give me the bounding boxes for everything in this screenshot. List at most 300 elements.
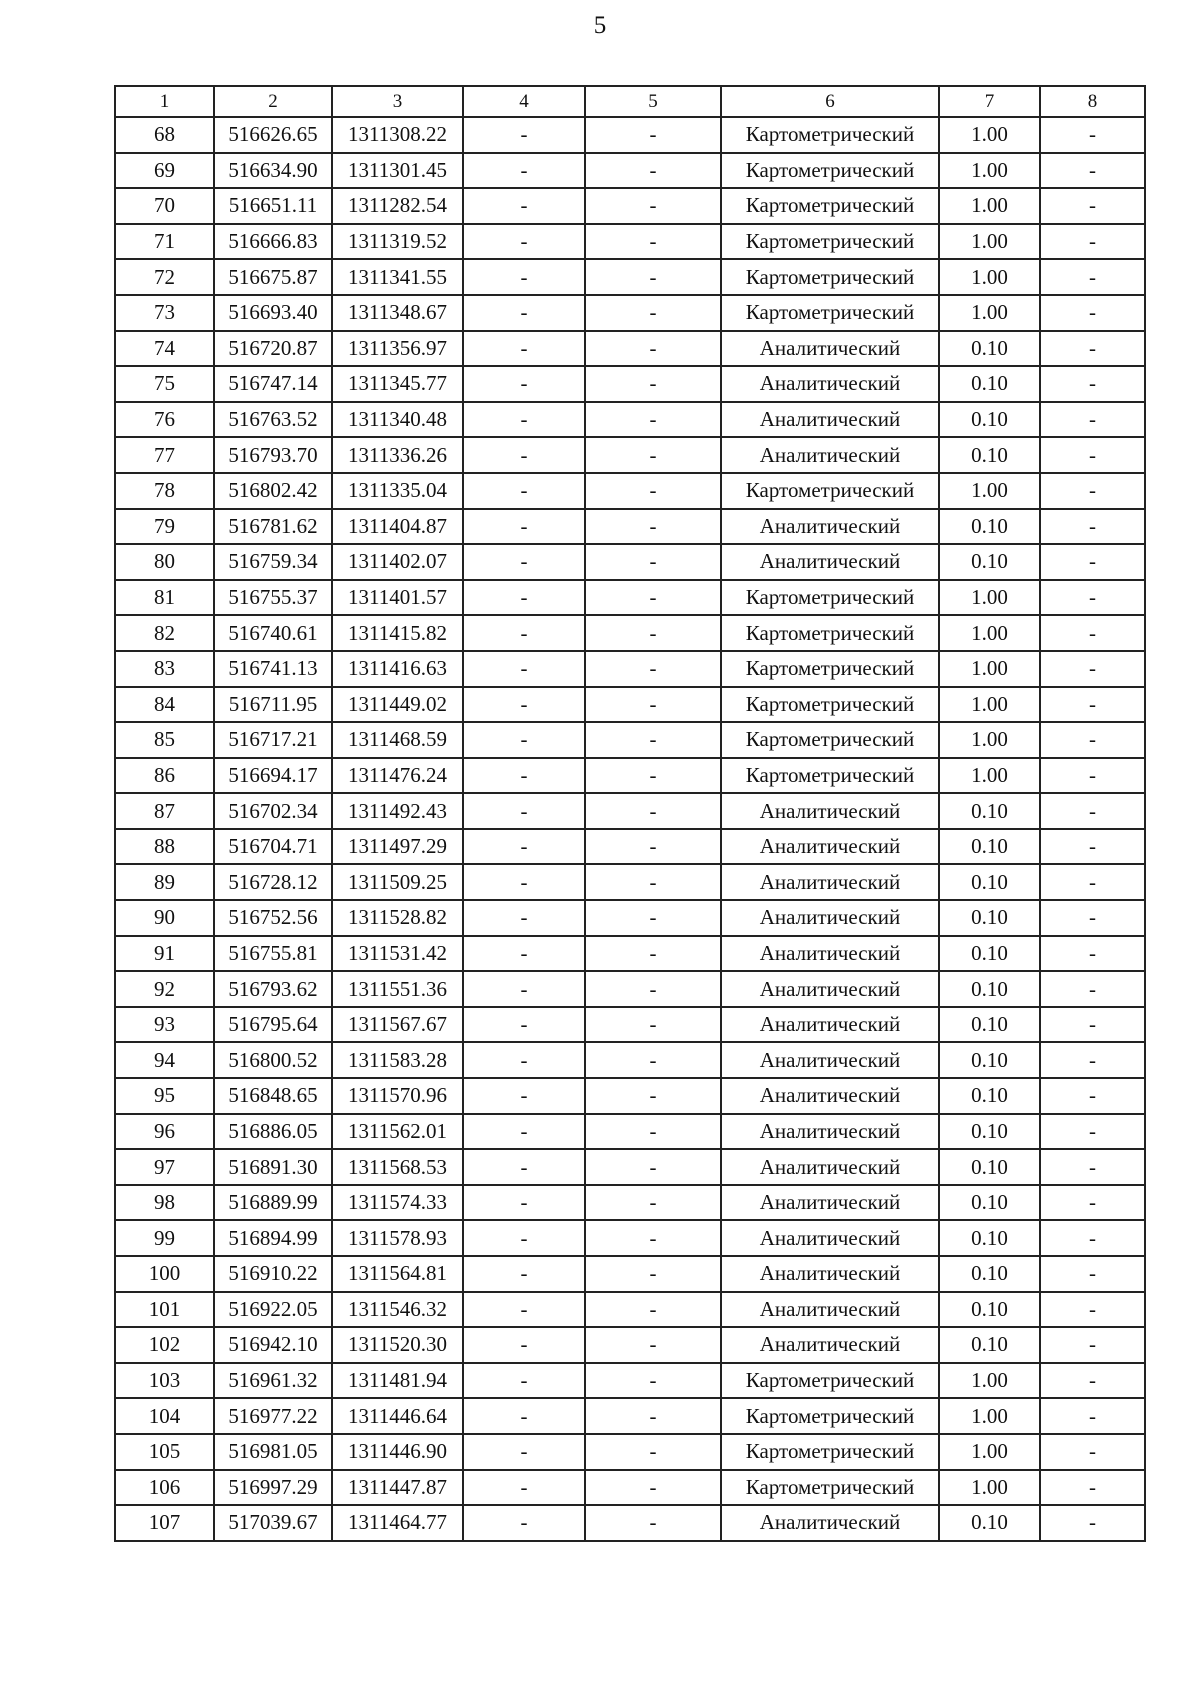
accuracy-cell: 1.00 <box>939 651 1040 687</box>
method-cell: Картометрический <box>721 1363 939 1399</box>
accuracy-cell: 1.00 <box>939 153 1040 189</box>
x-coordinate-cell: 516997.29 <box>214 1470 332 1506</box>
table-row <box>115 580 1145 616</box>
y-coordinate-cell: 1311319.52 <box>332 224 463 260</box>
x-coordinate-cell: 516793.62 <box>214 971 332 1007</box>
method-cell: Картометрический <box>721 224 939 260</box>
y-coordinate-cell: 1311356.97 <box>332 331 463 367</box>
column-4-cell: - <box>463 544 585 580</box>
method-cell: Картометрический <box>721 580 939 616</box>
x-coordinate-cell: 516759.34 <box>214 544 332 580</box>
table-row <box>115 259 1145 295</box>
table-row <box>115 615 1145 651</box>
table-row <box>115 722 1145 758</box>
column-4-cell: - <box>463 188 585 224</box>
point-number-cell: 82 <box>115 615 214 651</box>
accuracy-cell: 0.10 <box>939 936 1040 972</box>
table-row <box>115 1292 1145 1328</box>
point-number-cell: 84 <box>115 687 214 723</box>
x-coordinate-cell: 516694.17 <box>214 758 332 794</box>
y-coordinate-cell: 1311564.81 <box>332 1256 463 1292</box>
accuracy-cell: 1.00 <box>939 615 1040 651</box>
x-coordinate-cell: 517039.67 <box>214 1505 332 1541</box>
accuracy-cell: 0.10 <box>939 1149 1040 1185</box>
column-5-cell: - <box>585 153 721 189</box>
method-cell: Аналитический <box>721 936 939 972</box>
column-8-cell: - <box>1040 473 1145 509</box>
accuracy-cell: 1.00 <box>939 117 1040 153</box>
accuracy-cell: 1.00 <box>939 473 1040 509</box>
point-number-cell: 87 <box>115 793 214 829</box>
column-header: 8 <box>1040 86 1145 117</box>
column-8-cell: - <box>1040 651 1145 687</box>
x-coordinate-cell: 516910.22 <box>214 1256 332 1292</box>
point-number-cell: 77 <box>115 437 214 473</box>
y-coordinate-cell: 1311345.77 <box>332 366 463 402</box>
x-coordinate-cell: 516889.99 <box>214 1185 332 1221</box>
accuracy-cell: 0.10 <box>939 864 1040 900</box>
table-row <box>115 687 1145 723</box>
method-cell: Картометрический <box>721 1470 939 1506</box>
coordinates-table <box>114 85 1146 1542</box>
column-4-cell: - <box>463 1434 585 1470</box>
method-cell: Картометрический <box>721 722 939 758</box>
point-number-cell: 70 <box>115 188 214 224</box>
header-row <box>115 86 1145 117</box>
column-4-cell: - <box>463 1256 585 1292</box>
table-row <box>115 1434 1145 1470</box>
column-8-cell: - <box>1040 971 1145 1007</box>
x-coordinate-cell: 516740.61 <box>214 615 332 651</box>
column-8-cell: - <box>1040 153 1145 189</box>
column-5-cell: - <box>585 1078 721 1114</box>
column-8-cell: - <box>1040 1363 1145 1399</box>
y-coordinate-cell: 1311476.24 <box>332 758 463 794</box>
column-8-cell: - <box>1040 1149 1145 1185</box>
x-coordinate-cell: 516781.62 <box>214 509 332 545</box>
y-coordinate-cell: 1311341.55 <box>332 259 463 295</box>
table-row <box>115 1042 1145 1078</box>
column-4-cell: - <box>463 687 585 723</box>
method-cell: Аналитический <box>721 331 939 367</box>
x-coordinate-cell: 516704.71 <box>214 829 332 865</box>
table-row <box>115 864 1145 900</box>
column-8-cell: - <box>1040 1327 1145 1363</box>
method-cell: Аналитический <box>721 1185 939 1221</box>
column-4-cell: - <box>463 793 585 829</box>
x-coordinate-cell: 516693.40 <box>214 295 332 331</box>
point-number-cell: 88 <box>115 829 214 865</box>
column-5-cell: - <box>585 1327 721 1363</box>
x-coordinate-cell: 516755.37 <box>214 580 332 616</box>
accuracy-cell: 0.10 <box>939 1114 1040 1150</box>
point-number-cell: 105 <box>115 1434 214 1470</box>
accuracy-cell: 0.10 <box>939 1256 1040 1292</box>
method-cell: Картометрический <box>721 758 939 794</box>
y-coordinate-cell: 1311416.63 <box>332 651 463 687</box>
y-coordinate-cell: 1311401.57 <box>332 580 463 616</box>
method-cell: Аналитический <box>721 1220 939 1256</box>
x-coordinate-cell: 516728.12 <box>214 864 332 900</box>
point-number-cell: 100 <box>115 1256 214 1292</box>
y-coordinate-cell: 1311301.45 <box>332 153 463 189</box>
accuracy-cell: 0.10 <box>939 1042 1040 1078</box>
column-8-cell: - <box>1040 1505 1145 1541</box>
point-number-cell: 86 <box>115 758 214 794</box>
table-row <box>115 295 1145 331</box>
point-number-cell: 106 <box>115 1470 214 1506</box>
column-8-cell: - <box>1040 1256 1145 1292</box>
method-cell: Аналитический <box>721 1007 939 1043</box>
point-number-cell: 74 <box>115 331 214 367</box>
accuracy-cell: 1.00 <box>939 188 1040 224</box>
y-coordinate-cell: 1311567.67 <box>332 1007 463 1043</box>
column-5-cell: - <box>585 117 721 153</box>
table-row <box>115 936 1145 972</box>
x-coordinate-cell: 516747.14 <box>214 366 332 402</box>
column-8-cell: - <box>1040 437 1145 473</box>
y-coordinate-cell: 1311531.42 <box>332 936 463 972</box>
column-4-cell: - <box>463 936 585 972</box>
column-8-cell: - <box>1040 1042 1145 1078</box>
accuracy-cell: 1.00 <box>939 1398 1040 1434</box>
y-coordinate-cell: 1311404.87 <box>332 509 463 545</box>
method-cell: Картометрический <box>721 259 939 295</box>
column-5-cell: - <box>585 1292 721 1328</box>
method-cell: Аналитический <box>721 1042 939 1078</box>
x-coordinate-cell: 516717.21 <box>214 722 332 758</box>
table-row <box>115 1327 1145 1363</box>
table-row <box>115 829 1145 865</box>
method-cell: Аналитический <box>721 864 939 900</box>
table-row <box>115 1256 1145 1292</box>
column-8-cell: - <box>1040 331 1145 367</box>
column-8-cell: - <box>1040 864 1145 900</box>
method-cell: Картометрический <box>721 1398 939 1434</box>
method-cell: Аналитический <box>721 402 939 438</box>
table-row <box>115 153 1145 189</box>
method-cell: Аналитический <box>721 437 939 473</box>
point-number-cell: 96 <box>115 1114 214 1150</box>
point-number-cell: 79 <box>115 509 214 545</box>
table-row <box>115 117 1145 153</box>
column-8-cell: - <box>1040 1292 1145 1328</box>
table-row <box>115 402 1145 438</box>
y-coordinate-cell: 1311415.82 <box>332 615 463 651</box>
table-row <box>115 651 1145 687</box>
column-5-cell: - <box>585 437 721 473</box>
column-4-cell: - <box>463 722 585 758</box>
x-coordinate-cell: 516894.99 <box>214 1220 332 1256</box>
y-coordinate-cell: 1311335.04 <box>332 473 463 509</box>
accuracy-cell: 0.10 <box>939 1292 1040 1328</box>
point-number-cell: 85 <box>115 722 214 758</box>
method-cell: Картометрический <box>721 1434 939 1470</box>
accuracy-cell: 1.00 <box>939 259 1040 295</box>
column-5-cell: - <box>585 295 721 331</box>
table-row <box>115 1220 1145 1256</box>
column-4-cell: - <box>463 366 585 402</box>
point-number-cell: 94 <box>115 1042 214 1078</box>
y-coordinate-cell: 1311447.87 <box>332 1470 463 1506</box>
method-cell: Аналитический <box>721 509 939 545</box>
accuracy-cell: 1.00 <box>939 758 1040 794</box>
table-row <box>115 331 1145 367</box>
accuracy-cell: 1.00 <box>939 1470 1040 1506</box>
column-5-cell: - <box>585 188 721 224</box>
accuracy-cell: 0.10 <box>939 1078 1040 1114</box>
column-4-cell: - <box>463 1327 585 1363</box>
column-5-cell: - <box>585 1007 721 1043</box>
accuracy-cell: 1.00 <box>939 295 1040 331</box>
column-5-cell: - <box>585 1185 721 1221</box>
accuracy-cell: 0.10 <box>939 437 1040 473</box>
column-4-cell: - <box>463 1398 585 1434</box>
column-4-cell: - <box>463 509 585 545</box>
column-header: 6 <box>721 86 939 117</box>
y-coordinate-cell: 1311568.53 <box>332 1149 463 1185</box>
column-5-cell: - <box>585 1149 721 1185</box>
point-number-cell: 72 <box>115 259 214 295</box>
column-4-cell: - <box>463 331 585 367</box>
x-coordinate-cell: 516886.05 <box>214 1114 332 1150</box>
column-4-cell: - <box>463 1149 585 1185</box>
column-5-cell: - <box>585 900 721 936</box>
y-coordinate-cell: 1311340.48 <box>332 402 463 438</box>
column-8-cell: - <box>1040 580 1145 616</box>
column-5-cell: - <box>585 1398 721 1434</box>
column-8-cell: - <box>1040 1007 1145 1043</box>
point-number-cell: 75 <box>115 366 214 402</box>
column-5-cell: - <box>585 651 721 687</box>
column-8-cell: - <box>1040 1185 1145 1221</box>
column-4-cell: - <box>463 1292 585 1328</box>
point-number-cell: 92 <box>115 971 214 1007</box>
x-coordinate-cell: 516720.87 <box>214 331 332 367</box>
y-coordinate-cell: 1311546.32 <box>332 1292 463 1328</box>
method-cell: Картометрический <box>721 615 939 651</box>
point-number-cell: 93 <box>115 1007 214 1043</box>
accuracy-cell: 1.00 <box>939 722 1040 758</box>
column-8-cell: - <box>1040 1078 1145 1114</box>
accuracy-cell: 0.10 <box>939 1185 1040 1221</box>
x-coordinate-cell: 516802.42 <box>214 473 332 509</box>
method-cell: Аналитический <box>721 971 939 1007</box>
y-coordinate-cell: 1311492.43 <box>332 793 463 829</box>
y-coordinate-cell: 1311583.28 <box>332 1042 463 1078</box>
accuracy-cell: 0.10 <box>939 366 1040 402</box>
method-cell: Картометрический <box>721 153 939 189</box>
column-4-cell: - <box>463 580 585 616</box>
column-4-cell: - <box>463 117 585 153</box>
column-5-cell: - <box>585 758 721 794</box>
x-coordinate-cell: 516981.05 <box>214 1434 332 1470</box>
column-4-cell: - <box>463 900 585 936</box>
column-8-cell: - <box>1040 259 1145 295</box>
accuracy-cell: 0.10 <box>939 971 1040 1007</box>
column-5-cell: - <box>585 1470 721 1506</box>
column-5-cell: - <box>585 580 721 616</box>
table-row <box>115 1398 1145 1434</box>
x-coordinate-cell: 516651.11 <box>214 188 332 224</box>
column-8-cell: - <box>1040 758 1145 794</box>
column-8-cell: - <box>1040 295 1145 331</box>
method-cell: Аналитический <box>721 1292 939 1328</box>
column-8-cell: - <box>1040 1398 1145 1434</box>
method-cell: Аналитический <box>721 1114 939 1150</box>
y-coordinate-cell: 1311509.25 <box>332 864 463 900</box>
x-coordinate-cell: 516755.81 <box>214 936 332 972</box>
column-header: 2 <box>214 86 332 117</box>
column-5-cell: - <box>585 1505 721 1541</box>
method-cell: Картометрический <box>721 117 939 153</box>
table-row <box>115 509 1145 545</box>
column-4-cell: - <box>463 829 585 865</box>
column-5-cell: - <box>585 936 721 972</box>
method-cell: Аналитический <box>721 829 939 865</box>
method-cell: Картометрический <box>721 473 939 509</box>
table-row <box>115 793 1145 829</box>
column-4-cell: - <box>463 1470 585 1506</box>
accuracy-cell: 0.10 <box>939 1505 1040 1541</box>
table-row <box>115 1363 1145 1399</box>
column-8-cell: - <box>1040 366 1145 402</box>
point-number-cell: 83 <box>115 651 214 687</box>
point-number-cell: 89 <box>115 864 214 900</box>
column-8-cell: - <box>1040 687 1145 723</box>
point-number-cell: 101 <box>115 1292 214 1328</box>
table-row <box>115 188 1145 224</box>
y-coordinate-cell: 1311574.33 <box>332 1185 463 1221</box>
x-coordinate-cell: 516711.95 <box>214 687 332 723</box>
accuracy-cell: 1.00 <box>939 1434 1040 1470</box>
column-8-cell: - <box>1040 1220 1145 1256</box>
accuracy-cell: 0.10 <box>939 402 1040 438</box>
column-5-cell: - <box>585 829 721 865</box>
table-row <box>115 1078 1145 1114</box>
column-8-cell: - <box>1040 1434 1145 1470</box>
column-4-cell: - <box>463 1220 585 1256</box>
column-header: 5 <box>585 86 721 117</box>
x-coordinate-cell: 516626.65 <box>214 117 332 153</box>
column-5-cell: - <box>585 544 721 580</box>
column-header: 3 <box>332 86 463 117</box>
column-5-cell: - <box>585 722 721 758</box>
method-cell: Аналитический <box>721 1256 939 1292</box>
x-coordinate-cell: 516848.65 <box>214 1078 332 1114</box>
y-coordinate-cell: 1311402.07 <box>332 544 463 580</box>
column-8-cell: - <box>1040 1470 1145 1506</box>
method-cell: Аналитический <box>721 544 939 580</box>
column-8-cell: - <box>1040 188 1145 224</box>
column-8-cell: - <box>1040 722 1145 758</box>
table-row <box>115 900 1145 936</box>
accuracy-cell: 0.10 <box>939 1327 1040 1363</box>
column-4-cell: - <box>463 1505 585 1541</box>
point-number-cell: 97 <box>115 1149 214 1185</box>
point-number-cell: 91 <box>115 936 214 972</box>
column-4-cell: - <box>463 402 585 438</box>
point-number-cell: 104 <box>115 1398 214 1434</box>
x-coordinate-cell: 516702.34 <box>214 793 332 829</box>
point-number-cell: 78 <box>115 473 214 509</box>
method-cell: Аналитический <box>721 366 939 402</box>
x-coordinate-cell: 516891.30 <box>214 1149 332 1185</box>
column-4-cell: - <box>463 651 585 687</box>
table-row <box>115 1185 1145 1221</box>
column-4-cell: - <box>463 1078 585 1114</box>
method-cell: Аналитический <box>721 1078 939 1114</box>
table-row <box>115 473 1145 509</box>
x-coordinate-cell: 516942.10 <box>214 1327 332 1363</box>
y-coordinate-cell: 1311497.29 <box>332 829 463 865</box>
accuracy-cell: 0.10 <box>939 1007 1040 1043</box>
column-8-cell: - <box>1040 793 1145 829</box>
column-5-cell: - <box>585 509 721 545</box>
column-4-cell: - <box>463 224 585 260</box>
column-5-cell: - <box>585 1220 721 1256</box>
y-coordinate-cell: 1311468.59 <box>332 722 463 758</box>
x-coordinate-cell: 516666.83 <box>214 224 332 260</box>
column-header: 4 <box>463 86 585 117</box>
method-cell: Аналитический <box>721 1327 939 1363</box>
y-coordinate-cell: 1311308.22 <box>332 117 463 153</box>
x-coordinate-cell: 516741.13 <box>214 651 332 687</box>
table-row <box>115 1149 1145 1185</box>
method-cell: Картометрический <box>721 295 939 331</box>
table-row <box>115 758 1145 794</box>
column-4-cell: - <box>463 1363 585 1399</box>
table-row <box>115 1114 1145 1150</box>
point-number-cell: 71 <box>115 224 214 260</box>
y-coordinate-cell: 1311528.82 <box>332 900 463 936</box>
method-cell: Аналитический <box>721 900 939 936</box>
column-5-cell: - <box>585 1256 721 1292</box>
column-8-cell: - <box>1040 402 1145 438</box>
column-4-cell: - <box>463 971 585 1007</box>
point-number-cell: 98 <box>115 1185 214 1221</box>
column-4-cell: - <box>463 758 585 794</box>
column-8-cell: - <box>1040 1114 1145 1150</box>
y-coordinate-cell: 1311562.01 <box>332 1114 463 1150</box>
column-4-cell: - <box>463 437 585 473</box>
point-number-cell: 103 <box>115 1363 214 1399</box>
point-number-cell: 68 <box>115 117 214 153</box>
column-4-cell: - <box>463 1007 585 1043</box>
y-coordinate-cell: 1311446.64 <box>332 1398 463 1434</box>
column-header: 7 <box>939 86 1040 117</box>
point-number-cell: 90 <box>115 900 214 936</box>
column-4-cell: - <box>463 864 585 900</box>
accuracy-cell: 0.10 <box>939 829 1040 865</box>
column-5-cell: - <box>585 224 721 260</box>
column-5-cell: - <box>585 1114 721 1150</box>
y-coordinate-cell: 1311464.77 <box>332 1505 463 1541</box>
method-cell: Аналитический <box>721 1149 939 1185</box>
method-cell: Картометрический <box>721 651 939 687</box>
x-coordinate-cell: 516634.90 <box>214 153 332 189</box>
accuracy-cell: 0.10 <box>939 900 1040 936</box>
column-4-cell: - <box>463 1114 585 1150</box>
accuracy-cell: 1.00 <box>939 580 1040 616</box>
table-row <box>115 971 1145 1007</box>
column-8-cell: - <box>1040 615 1145 651</box>
column-5-cell: - <box>585 1434 721 1470</box>
x-coordinate-cell: 516795.64 <box>214 1007 332 1043</box>
table-body <box>115 117 1145 1541</box>
y-coordinate-cell: 1311282.54 <box>332 188 463 224</box>
table-row <box>115 1470 1145 1506</box>
